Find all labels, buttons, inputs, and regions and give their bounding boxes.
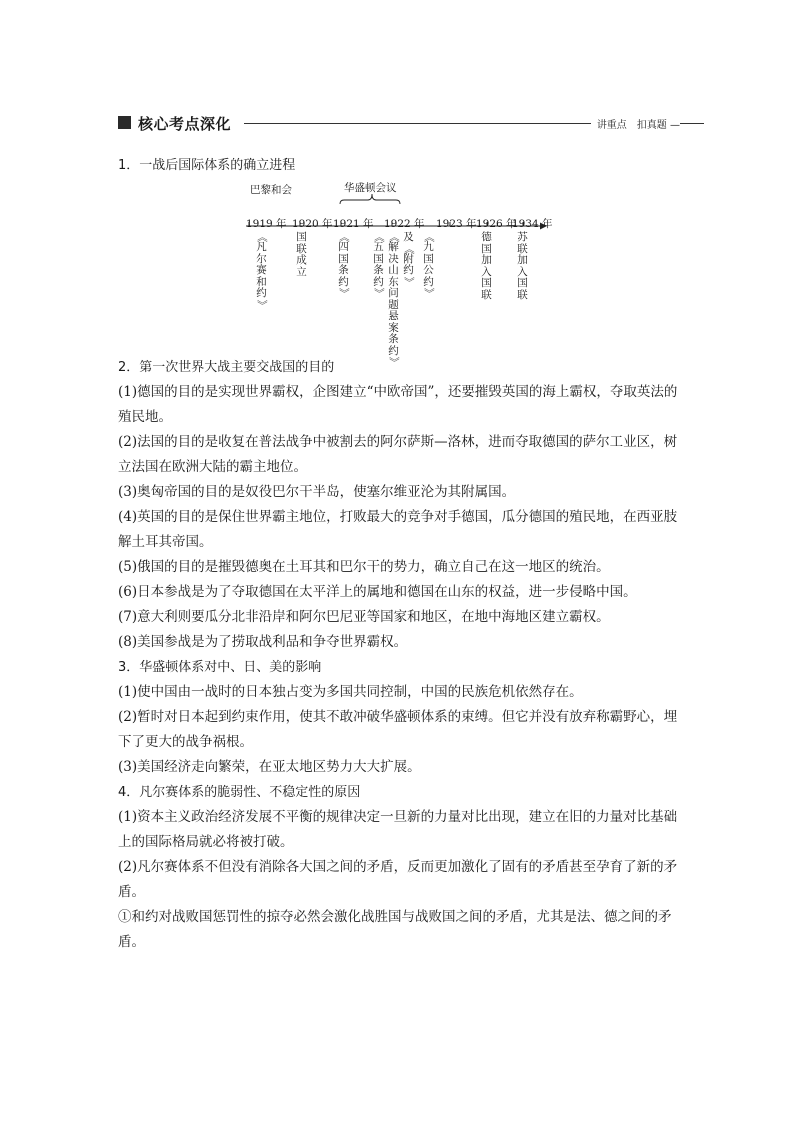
event-league-founded: 国 联 成 立 [296,231,307,278]
s4-item-3: ①和约对战败国惩罚性的掠夺必然会激化战胜国与战败国之间的矛盾，尤其是法、德之间的矛盾。 [118,909,672,950]
s2-item-3: (3)奥匈帝国的目的是奴役巴尔干半岛，使塞尔维亚沦为其附属国。 [118,484,516,500]
label-washington-conference: 华盛顿会议 [344,182,397,194]
header-right-tag [591,116,680,131]
header-square-icon [118,116,131,129]
section-4-title: 4．凡尔赛体系的脆弱性、不稳定性的原因 [118,785,361,800]
section-2 [118,355,680,955]
year-1921: 1921 年 [333,218,374,230]
timeline-figure [240,180,560,368]
s4-item-2: (2)凡尔赛体系不但没有消除各大国之间的矛盾，反而更加激化了固有的矛盾甚至孕育了新的矛盾。 [118,859,678,900]
event-annex: 及 《 附 约 》 [402,231,415,287]
section-header [118,115,680,133]
event-germany-joins-league: 德 国 加 入 国 联 [481,231,492,301]
event-four-power-treaty: 《 四 国 条 约 》 [337,231,350,299]
s3-item-1: (1)使中国由一战时的日本独占变为多国共同控制，中国的民族危机依然存在。 [118,684,583,700]
year-1934: 1934 年 [512,218,553,230]
s4-item-1: (1)资本主义政治经济发展不平衡的规律决定一旦新的力量对比出现，建立在旧的力量对比基础上的国际格局就必将被打破。 [118,809,678,850]
year-1922: 1922 年 [384,218,425,230]
header-right-dash: — [670,120,680,131]
s2-item-5: (5)俄国的目的是摧毁德奥在土耳其和巴尔干的势力，确立自己在这一地区的统治。 [118,559,610,575]
year-1919: 1919 年 [246,218,287,230]
s3-item-2: (2)暂时对日本起到约束作用，使其不敢冲破华盛顿体系的束缚。但它并没有放弃称霸野心，埋下了更大的战争祸根。 [118,709,678,750]
section-1-title: 1．一战后国际体系的确立进程 [118,158,296,173]
s2-item-4: (4)英国的目的是保住世界霸主地位，打败最大的竞争对手德国，瓜分德国的殖民地，在西亚肢解土耳其帝国。 [118,509,678,550]
s2-item-2: (2)法国的目的是收复在普法战争中被割去的阿尔萨斯—洛林，进而夺取德国的萨尔工业区，树立法国在欧洲大陆的霸主地位。 [118,434,678,475]
header-title: 核心考点深化 [138,115,232,133]
year-1920: 1920 年 [292,218,333,230]
section-3-title: 3．华盛顿体系对中、日、美的影响 [118,660,322,675]
washington-brace [340,194,400,204]
year-1923: 1923 年 [436,218,477,230]
header-right-text: 讲重点 扣真题 [596,120,667,131]
event-ussr-joins-league: 苏 联 加 入 国 联 [517,231,528,301]
event-versailles-treaty: 《 凡 尔 赛 和 约 》 [255,231,268,310]
event-five-power-treaty: 《 五 国 条 约 》 [372,231,385,299]
s2-item-1: (1)德国的目的是实现世界霸权，企图建立“中欧帝国”，还要摧毁英国的海上霸权，夺取英法的殖民地。 [118,384,678,425]
s2-item-6: (6)日本参战是为了夺取德国在太平洋上的属地和德国在山东的权益，进一步侵略中国。 [118,584,637,600]
s2-item-8: (8)美国参战是为了捞取战利品和争夺世界霸权。 [118,634,408,650]
year-1926: 1926 年 [476,218,517,230]
label-paris-conference: 巴黎和会 [250,184,292,196]
s2-item-7: (7)意大利则要瓜分北非沿岸和阿尔巴尼亚等国家和地区，在地中海地区建立霸权。 [118,609,610,625]
event-nine-power-treaty: 《 九 国 公 约 》 [422,231,435,299]
section-2-title: 2．第一次世界大战主要交战国的目的 [118,360,335,375]
event-shandong-treaty: 《 解 决 山 东 问 题 悬 案 条 约 》 [387,231,400,368]
s3-item-3: (3)美国经济走向繁荣，在亚太地区势力大大扩展。 [118,759,421,775]
